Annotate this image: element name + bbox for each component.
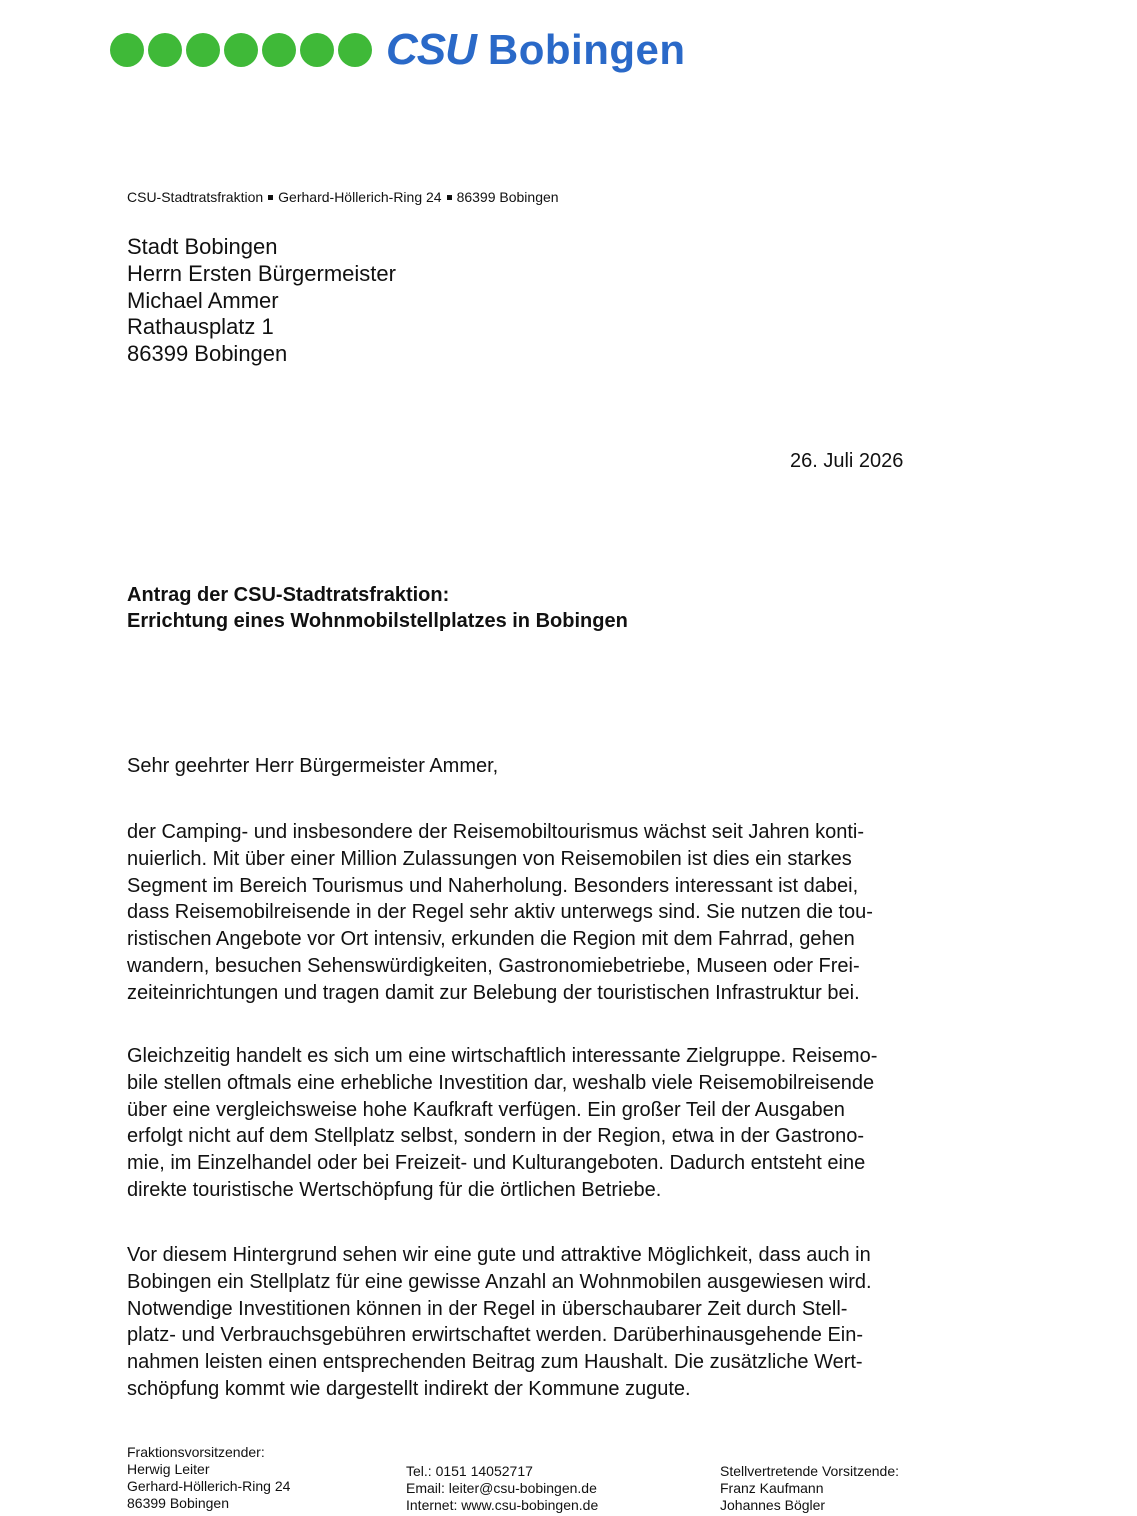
text-line: direkte touristische Wertschöpfung für die örtlichen Betriebe. [127,1178,662,1201]
text-line: Vor diesem Hintergrund sehen wir eine gute und attraktive Möglichkeit, dass auch in [127,1244,871,1266]
text-line: platz- und Verbrauchsgebühren erwirtschaftet werden. Darüberhinausgehende Ein- [127,1324,864,1347]
footer-line: Herwig Leiter [127,1461,210,1477]
text-line: ristischen Angebote vor Ort intensiv, erkunden die Region mit dem Fahrrad, gehen [127,928,855,951]
sender-street: Gerhard-Höllerich-Ring 24 [278,189,442,205]
footer-line: 86399 Bobingen [127,1495,229,1511]
body-paragraph-3 [127,1242,1007,1403]
text-line: wandern, besuchen Sehenswürdigkeiten, Gastronomiebetriebe, Museen oder Frei- [127,954,860,977]
logo-party: CSU [386,25,476,74]
footer-line: Gerhard-Höllerich-Ring 24 [127,1478,291,1494]
letter-date: 26. Juli 2026 [790,450,904,472]
logo-dot [300,33,334,67]
text-line: Segment im Bereich Tourismus und Naherholung. Besonders interessant ist dabei, [127,874,859,897]
text-line: zeiteinrichtungen und tragen damit zur Belebung der touristischen Infrastruktur bei. [127,981,860,1004]
logo-dot [186,33,220,67]
sender-line [127,189,559,205]
body-paragraph-2 [127,1043,1007,1204]
text-line: Gleichzeitig handelt es sich um eine wirtschaftlich interessante Zielgruppe. Reisemo- [127,1045,878,1067]
recipient-line: Michael Ammer [127,287,279,313]
party-logo [110,25,686,74]
logo-dot [224,33,258,67]
footer-chair [127,1444,290,1512]
footer-line: Johannes Bögler [720,1497,826,1513]
body-paragraph-1 [127,819,1007,1007]
sender-org: CSU-Stadtratsfraktion [127,189,264,205]
footer-deputies [720,1463,899,1514]
sender-city: 86399 Bobingen [456,189,559,205]
text-line: mie, im Einzelhandel oder bei Freizeit- und Kulturangeboten. Dadurch entsteht eine [127,1152,866,1175]
logo-town: Bobingen [487,26,686,73]
footer-line: Franz Kaufmann [720,1480,824,1496]
footer-phone: Tel.: 0151 14052717 [406,1463,533,1479]
text-line: nahmen leisten einen entsprechenden Beitrag zum Haushalt. Die zusätzliche Wert- [127,1351,863,1374]
logo-wordmark [386,25,686,75]
text-line: erfolgt nicht auf dem Stellplatz selbst, sondern in der Region, etwa in der Gastrono- [127,1125,865,1148]
recipient-line: 86399 Bobingen [127,341,288,367]
text-line: nuierlich. Mit über einer Million Zulassungen von Reisemobilen ist dies ein starkes [127,847,852,870]
footer-line: Fraktionsvorsitzender: [127,1444,265,1460]
footer-email: Email: leiter@csu-bobingen.de [406,1480,597,1496]
subject-line: Errichtung eines Wohnmobilstellplatzes in Bobingen [127,610,628,632]
logo-dots [110,33,372,67]
logo-dot [148,33,182,67]
footer-line: Stellvertretende Vorsitzende: [720,1463,899,1479]
text-line: Bobingen ein Stellplatz für eine gewisse Anzahl an Wohnmobilen ausgewiesen wird. [127,1270,872,1293]
recipient-line: Stadt Bobingen [127,234,278,259]
recipient-line: Herrn Ersten Bürgermeister [127,260,396,286]
text-line: der Camping- und insbesondere der Reisemobiltourismus wächst seit Jahren konti- [127,821,865,843]
salutation: Sehr geehrter Herr Bürgermeister Ammer, [127,755,499,777]
separator-square [268,195,273,200]
text-line: Notwendige Investitionen können in der Regel in überschaubarer Zeit durch Stell- [127,1297,848,1320]
recipient-address [127,234,396,368]
text-line: dass Reisemobilreisende in der Regel sehr aktiv unterwegs sind. Sie nutzen die tou- [127,901,873,924]
logo-dot [338,33,372,67]
logo-dot [262,33,296,67]
separator-square [447,195,452,200]
text-line: bile stellen oftmals eine erhebliche Investition dar, weshalb viele Reisemobilreisende [127,1071,875,1094]
footer-contact [406,1463,598,1514]
recipient-line: Rathausplatz 1 [127,314,274,340]
subject-line: Antrag der CSU-Stadtratsfraktion: [127,584,450,606]
text-line: schöpfung kommt wie dargestellt indirekt der Kommune zugute. [127,1377,691,1400]
logo-dot [110,33,144,67]
letter-subject [127,582,628,634]
footer-website: Internet: www.csu-bobingen.de [406,1497,599,1513]
text-line: über eine vergleichsweise hohe Kaufkraft verfügen. Ein großer Teil der Ausgaben [127,1098,845,1121]
